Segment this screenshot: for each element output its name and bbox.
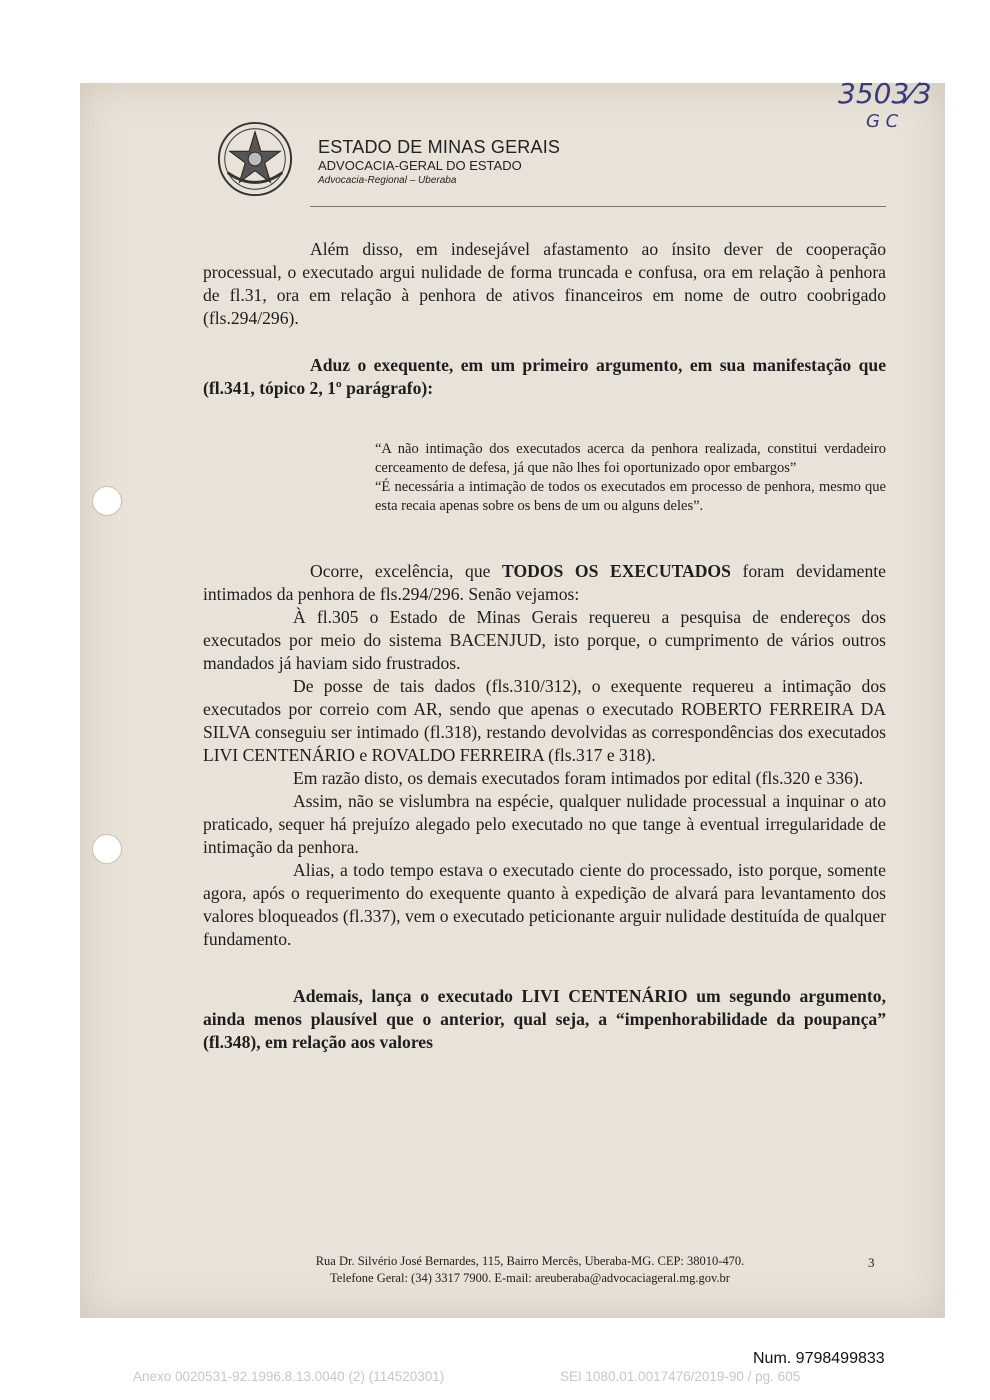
- paragraph-5: De posse de tais dados (fls.310/312), o exequente requereu a intimação dos executados por correio com AR, sendo que apenas o executado ROBERTO FERREIRA DA SILVA conseguiu ser intimado (fl.318), restando devolvidas as correspondências dos executados LIVI CENTENÁRIO e ROVALDO FERREIRA (fls.317 e 318).: [203, 676, 886, 765]
- letterhead-agency: ADVOCACIA-GERAL DO ESTADO: [318, 158, 522, 173]
- punch-hole-top: [92, 486, 122, 516]
- handwritten-line2: G C: [866, 111, 899, 132]
- paragraph-9: Ademais, lança o executado LIVI CENTENÁRIO um segundo argumento, ainda menos plausível que o anterior, qual seja, a “impenhorabilidade da poupança” (fl.348), em relação aos valores: [203, 986, 886, 1052]
- paragraph-3-emphasis: TODOS OS EXECUTADOS: [502, 561, 731, 581]
- letterhead-state: ESTADO DE MINAS GERAIS: [318, 137, 561, 157]
- handwritten-page-number: [838, 77, 948, 136]
- annex-reference: Anexo 0020531-92.1996.8.13.0040 (2) (114520301): [133, 1369, 445, 1384]
- page-footer: [250, 1253, 810, 1287]
- letterhead-office: Advocacia-Regional – Uberaba: [318, 175, 457, 186]
- state-seal-icon: [216, 120, 294, 198]
- paragraph-4: À fl.305 o Estado de Minas Gerais requereu a pesquisa de endereços dos executados por meio do sistema BACENJUD, isto porque, o cumprimento de vários outros mandados já haviam sido frustrados.: [203, 607, 886, 673]
- handwritten-line1: 3503⁄3: [838, 77, 932, 110]
- paragraph-1: Além disso, em indesejável afastamento ao ínsito dever de cooperação processual, o executado argui nulidade de forma truncada e confusa, ora em relação à penhora de fl.31, ora em relação à penhora de ativos financeiros em nome de outro coobrigado (fls.294/296).: [203, 239, 886, 328]
- paragraph-3: [203, 560, 886, 606]
- header-divider: [310, 206, 886, 207]
- paragraph-8: Alias, a todo tempo estava o executado ciente do processado, isto porque, somente agora, após o requerimento do exequente quanto à expedição de alvará para levantamento dos valores bloqueados (fl.337), vem o executado peticionante arguir nulidade destituída de qualquer fundamento.: [203, 860, 886, 949]
- annex-stamp: [133, 1369, 933, 1384]
- paragraph-3-start: Ocorre, excelência, que: [310, 561, 503, 581]
- paragraph-6: Em razão disto, os demais executados foram intimados por edital (fls.320 e 336).: [293, 768, 864, 788]
- letterhead: [318, 136, 560, 187]
- footer-address: Rua Dr. Silvério José Bernardes, 115, Bairro Mercês, Uberaba-MG. CEP: 38010-470.: [315, 1254, 745, 1268]
- footer-contact: Telefone Geral: (34) 3317 7900. E-mail: areuberaba@advocaciageral.mg.gov.br: [330, 1271, 730, 1285]
- document-body: [203, 238, 886, 1054]
- sei-reference: SEI 1080.01.0017476/2019-90 / pg. 605: [560, 1369, 801, 1384]
- paragraph-3-end: foram devidamente intimados da penhora de fls.294/296. Senão vejamos:: [203, 561, 886, 604]
- quote-2: “É necessária a intimação de todos os executados em processo de penhora, mesmo que esta recaia apenas sobre os bens de um ou alguns deles”.: [375, 479, 886, 514]
- document-number: Num. 9798499833: [753, 1350, 885, 1367]
- page-number: 3: [868, 1255, 875, 1270]
- paragraph-2: Aduz o exequente, em um primeiro argumento, em sua manifestação que (fl.341, tópico 2, 1º parágrafo):: [203, 355, 886, 398]
- paragraph-7: Assim, não se vislumbra na espécie, qualquer nulidade processual a inquinar o ato praticado, sequer há prejuízo alegado pelo executado no que tange à eventual irregularidade de intimação da penhora.: [203, 791, 886, 857]
- quote-1: “A não intimação dos executados acerca da penhora realizada, constitui verdadeiro cerceamento de defesa, já que não lhes foi oportunizado opor embargos”: [375, 441, 886, 476]
- punch-hole-bottom: [92, 834, 122, 864]
